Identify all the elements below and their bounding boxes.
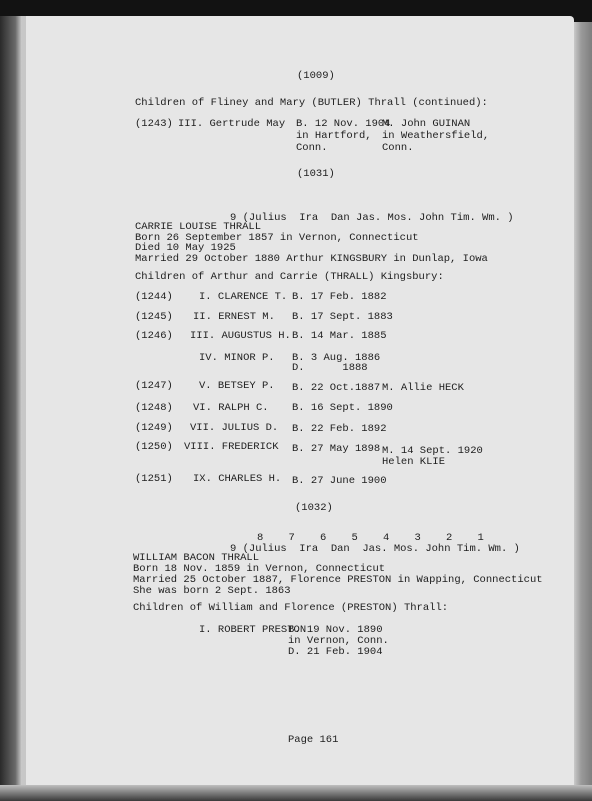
entry-number: (1245) <box>135 311 173 323</box>
child-name: I. ROBERT PRESTON <box>199 624 307 636</box>
person-marriage: Married 25 October 1887, Florence PRESTON in Wapping, Connecticut <box>133 574 543 586</box>
section-title-arthur-carrie: Children of Arthur and Carrie (THRALL) Kingsbury: <box>135 271 444 283</box>
child-name: VI. RALPH C. <box>193 402 269 414</box>
scan-right-border <box>574 22 592 801</box>
entry-number: (1244) <box>135 291 173 303</box>
page-spine-shadow <box>22 16 26 788</box>
generation-numbers: 8 7 6 5 4 3 2 1 <box>257 532 484 544</box>
marriage-place-line: in Weathersfield, <box>382 130 490 142</box>
entry-number: (1248) <box>135 402 173 414</box>
entry-number: (1251) <box>135 473 173 485</box>
birth-line: B. 14 Mar. 1885 <box>292 330 387 342</box>
marriage-line: M. John GUINAN <box>382 118 471 130</box>
person-birth: Born 18 Nov. 1859 in Vernon, Connecticut <box>133 563 386 575</box>
child-name: V. BETSEY P. <box>199 380 275 392</box>
birth-line: B. 22 Oct.1887 <box>292 382 381 394</box>
entry-number: (1246) <box>135 330 173 342</box>
marriage-line: M. Allie HECK <box>382 382 464 394</box>
birth-line: B. 17 Feb. 1882 <box>292 291 387 303</box>
ancestry-line: 9 (Julius Ira Dan Jas. Mos. John Tim. Wm. ) <box>230 543 520 555</box>
birth-line: B. 3 Aug. 1886 <box>292 352 381 364</box>
birth-line: B. 22 Feb. 1892 <box>292 423 387 435</box>
person-birth: Born 26 September 1857 in Vernon, Connecticut <box>135 232 419 244</box>
entry-number: (1243) <box>135 118 173 130</box>
death-line: D. 21 Feb. 1904 <box>288 646 383 658</box>
marriage-line: M. 14 Sept. 1920 <box>382 445 483 457</box>
section-title-fliney-mary: Children of Fliney and Mary (BUTLER) Thrall (continued): <box>135 97 488 109</box>
marriage-state-line: Conn. <box>382 142 414 154</box>
section-header-1009: (1009) <box>297 70 335 82</box>
spouse-line: Helen KLIE <box>382 456 446 468</box>
birth-state-line: Conn. <box>296 142 328 154</box>
entry-number: (1249) <box>135 422 173 434</box>
birth-place-line: in Vernon, Conn. <box>288 635 389 647</box>
birth-line: B. 19 Nov. 1890 <box>288 624 383 636</box>
birth-line: B. 27 May 1898 <box>292 443 381 455</box>
birth-line: B. 27 June 1900 <box>292 475 387 487</box>
spouse-birth: She was born 2 Sept. 1863 <box>133 585 291 597</box>
birth-line: B. 12 Nov. 1904 <box>296 118 391 130</box>
scan-bottom-border <box>0 785 592 801</box>
entry-number: (1247) <box>135 380 173 392</box>
entry-number: (1250) <box>135 441 173 453</box>
child-name: I. CLARENCE T. <box>199 291 288 303</box>
child-name: VII. JULIUS D. <box>190 422 279 434</box>
child-name: VIII. FREDERICK <box>184 441 279 453</box>
birth-line: B. 16 Sept. 1890 <box>292 402 393 414</box>
person-name: WILLIAM BACON THRALL <box>133 552 260 564</box>
birth-line: B. 17 Sept. 1883 <box>292 311 393 323</box>
child-name: IX. CHARLES H. <box>193 473 282 485</box>
child-name: III. Gertrude May <box>178 118 286 130</box>
person-marriage: Married 29 October 1880 Arthur KINGSBURY in Dunlap, Iowa <box>135 253 488 265</box>
ancestry-line: 9 (Julius Ira Dan Jas. Mos. John Tim. Wm. ) <box>230 212 514 224</box>
birth-place-line: in Hartford, <box>296 130 372 142</box>
person-name: CARRIE LOUISE THRALL <box>135 221 262 233</box>
section-header-1031: (1031) <box>297 168 335 180</box>
child-name: II. ERNEST M. <box>193 311 275 323</box>
child-name: IV. MINOR P. <box>199 352 275 364</box>
death-line: D. 1888 <box>292 362 368 374</box>
person-death: Died 10 May 1925 <box>135 242 236 254</box>
page-number: Page 161 <box>288 734 339 746</box>
child-name: III. AUGUSTUS H. <box>190 330 291 342</box>
section-header-1032: (1032) <box>295 502 333 514</box>
scan-left-border <box>0 16 22 801</box>
section-title-william-florence: Children of William and Florence (PRESTON) Thrall: <box>133 602 449 614</box>
